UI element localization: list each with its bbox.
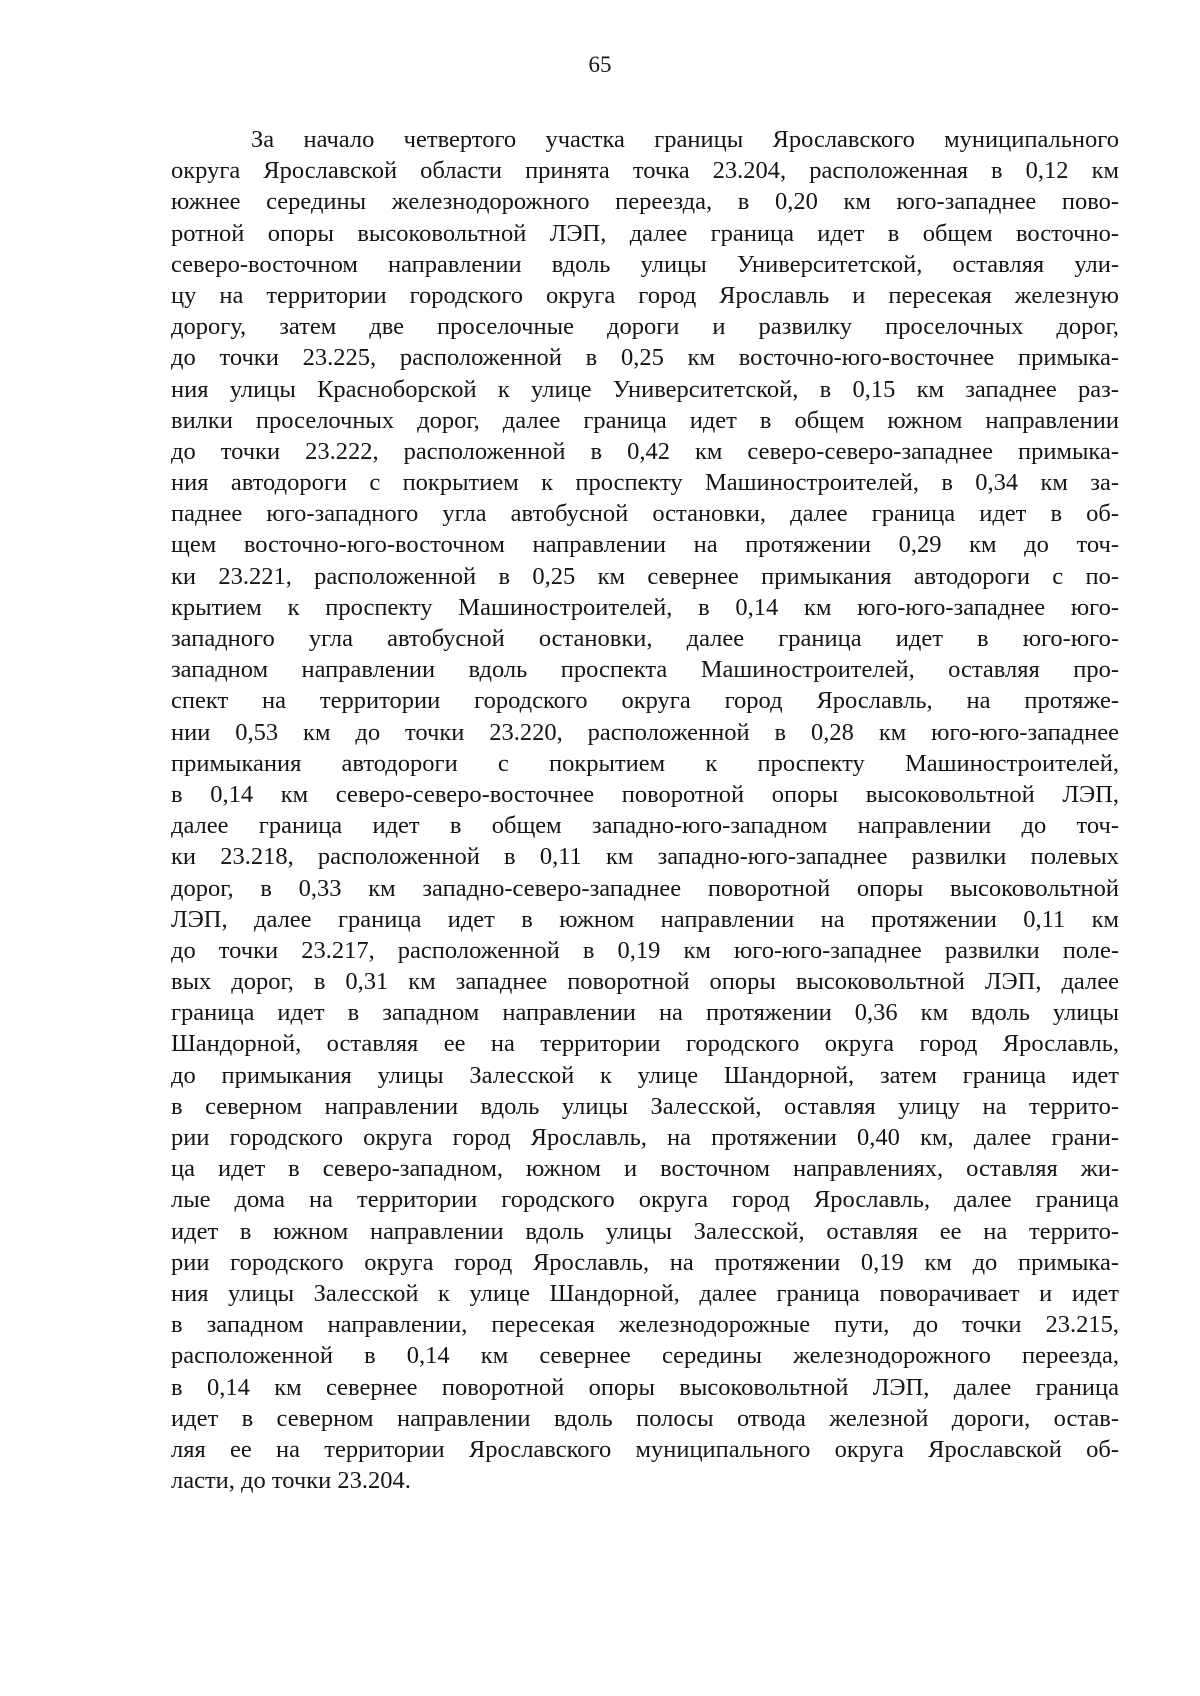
- text-line: до точки 23.217, расположенной в 0,19 км юго-юго-западнее развилки поле-: [171, 936, 1119, 964]
- text-line: лые дома на территории городского округа город Ярославль, далее граница: [171, 1186, 1119, 1214]
- text-line: За начало четвертого участка границы Ярославского муниципального: [251, 126, 1119, 153]
- text-line: ния улицы Залесской к улице Шандорной, далее граница поворачивает и идет: [171, 1279, 1119, 1307]
- text-line: ротной опоры высоковольтной ЛЭП, далее граница идет в общем восточно-: [171, 219, 1119, 247]
- text-line: ляя ее на территории Ярославского муниципального округа Ярославской об-: [171, 1435, 1119, 1463]
- text-line: дорог, в 0,33 км западно-северо-западнее поворотной опоры высоковольтной: [171, 874, 1119, 902]
- text-line: ки 23.218, расположенной в 0,11 км западно-юго-западнее развилки полевых: [171, 843, 1119, 871]
- text-line: нии 0,53 км до точки 23.220, расположенной в 0,28 км юго-юго-западнее: [171, 718, 1119, 746]
- text-line: северо-восточном направлении вдоль улицы Университетской, оставляя ули-: [171, 250, 1119, 278]
- text-line: в 0,14 км севернее поворотной опоры высоковольтной ЛЭП, далее граница: [171, 1373, 1119, 1401]
- text-line: идет в южном направлении вдоль улицы Залесской, оставляя ее на террито-: [171, 1217, 1119, 1245]
- text-line: вилки проселочных дорог, далее граница идет в общем южном направлении: [171, 406, 1119, 434]
- text-line: ки 23.221, расположенной в 0,25 км севернее примыкания автодороги с по-: [171, 562, 1119, 590]
- text-line: расположенной в 0,14 км севернее середины железнодорожного переезда,: [171, 1342, 1119, 1370]
- text-line: ния улицы Красноборской к улице Университетской, в 0,15 км западнее раз-: [171, 375, 1119, 403]
- text-line: в западном направлении, пересекая железнодорожные пути, до точки 23.215,: [171, 1311, 1119, 1339]
- text-line: цу на территории городского округа город Ярославль и пересекая железную: [171, 281, 1119, 309]
- text-line: до примыкания улицы Залесской к улице Шандорной, затем граница идет: [171, 1061, 1119, 1089]
- text-line: далее граница идет в общем западно-юго-западном направлении до точ-: [171, 812, 1119, 840]
- text-line: ЛЭП, далее граница идет в южном направлении на протяжении 0,11 км: [171, 905, 1119, 933]
- text-line: вых дорог, в 0,31 км западнее поворотной опоры высоковольтной ЛЭП, далее: [171, 968, 1119, 996]
- text-line: спект на территории городского округа город Ярославль, на протяже-: [171, 687, 1119, 715]
- text-line: Шандорной, оставляя ее на территории городского округа город Ярославль,: [171, 1030, 1119, 1058]
- text-line: в северном направлении вдоль улицы Залесской, оставляя улицу на террито-: [171, 1092, 1119, 1120]
- paragraph: [171, 124, 1119, 1496]
- text-line: ца идет в северо-западном, южном и восточном направлениях, оставляя жи-: [171, 1155, 1119, 1183]
- text-line: паднее юго-западного угла автобусной остановки, далее граница идет в об-: [171, 500, 1119, 528]
- text-line: щем восточно-юго-восточном направлении на протяжении 0,29 км до точ-: [171, 531, 1119, 559]
- text-line: западном направлении вдоль проспекта Машиностроителей, оставляя про-: [171, 656, 1119, 684]
- text-line: в 0,14 км северо-северо-восточнее поворотной опоры высоковольтной ЛЭП,: [171, 780, 1119, 808]
- text-line: до точки 23.222, расположенной в 0,42 км северо-северо-западнее примыка-: [171, 437, 1119, 465]
- text-line: округа Ярославской области принята точка 23.204, расположенная в 0,12 км: [171, 157, 1119, 185]
- text-line: западного угла автобусной остановки, далее граница идет в юго-юго-: [171, 625, 1119, 652]
- text-line: граница идет в западном направлении на протяжении 0,36 км вдоль улицы: [171, 999, 1119, 1027]
- text-line: идет в северном направлении вдоль полосы отвода железной дороги, остав-: [171, 1404, 1119, 1432]
- text-line: южнее середины железнодорожного переезда, в 0,20 км юго-западнее пово-: [171, 188, 1119, 216]
- text-line: ния автодороги с покрытием к проспекту Машиностроителей, в 0,34 км за-: [171, 469, 1119, 497]
- text-line: примыкания автодороги с покрытием к проспекту Машиностроителей,: [171, 749, 1119, 777]
- text-line: дорогу, затем две проселочные дороги и развилку проселочных дорог,: [171, 313, 1119, 341]
- page-number: 65: [588, 52, 612, 77]
- text-line: ласти, до точки 23.204.: [171, 1467, 411, 1495]
- text-line: до точки 23.225, расположенной в 0,25 км восточно-юго-восточнее примыка-: [171, 344, 1119, 372]
- text-line: рии городского округа город Ярославль, на протяжении 0,19 км до примыка-: [171, 1248, 1119, 1276]
- text-line: крытием к проспекту Машиностроителей, в 0,14 км юго-юго-западнее юго-: [171, 593, 1119, 621]
- text-line: рии городского округа город Ярославль, на протяжении 0,40 км, далее грани-: [171, 1124, 1119, 1151]
